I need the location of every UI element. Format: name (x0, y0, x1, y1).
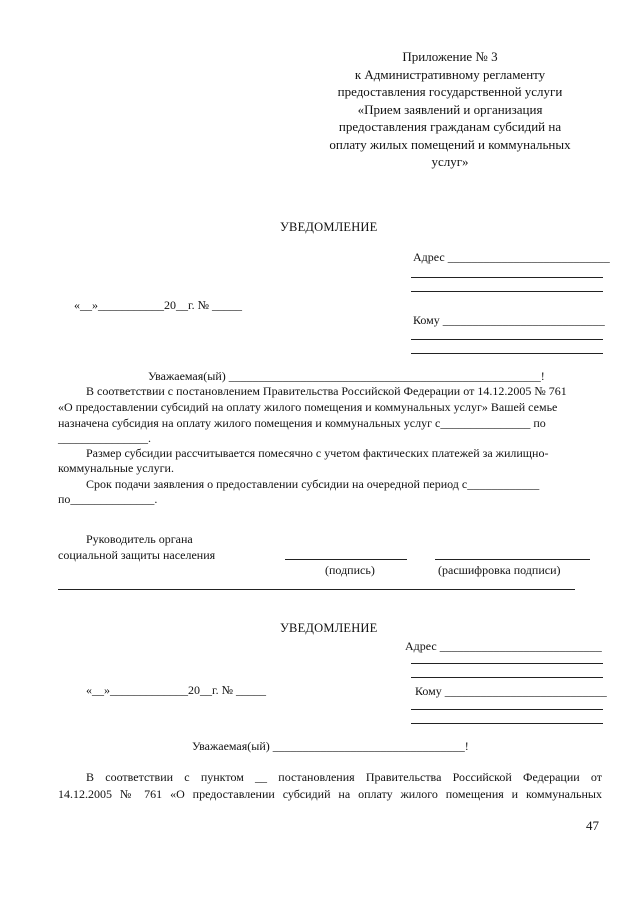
appendix-header (300, 48, 600, 171)
notice1-to-field[interactable]: Кому ___________________________ (413, 313, 605, 327)
signature-decode-line[interactable] (435, 559, 590, 560)
notice2-address-line-2[interactable] (411, 663, 603, 664)
notice1-paragraph-line[interactable]: назначена субсидия на оплату жилого помещения и коммунальных услуг с_______________ по (58, 416, 546, 430)
signature-label: (подпись) (325, 563, 375, 577)
notice2-paragraph-line[interactable]: В соответствии с пунктом __ постановления Правительства Российской Федерации от (86, 770, 602, 784)
notice1-paragraph-line[interactable]: _______________. (58, 431, 151, 445)
appendix-line: предоставления гражданам субсидий на (338, 119, 562, 134)
notice2-date-line[interactable]: «__»_____________20__г. № _____ (86, 683, 267, 697)
notice2-to-line-2[interactable] (411, 709, 603, 710)
notice2-to-line-3[interactable] (411, 723, 603, 724)
notice1-date-line[interactable]: «__»___________20__г. № _____ (74, 298, 243, 312)
notice2-address-line-3[interactable] (411, 677, 603, 678)
notice1-title: УВЕДОМЛЕНИЕ (280, 220, 378, 234)
notice2-address-field[interactable]: Адрес ___________________________ (405, 639, 602, 653)
notice2-paragraph-line: 14.12.2005 № 761 «О предоставлении субсидий на оплату жилого помещения и коммунальных (58, 787, 602, 801)
notice1-address-field[interactable]: Адрес ___________________________ (413, 250, 610, 264)
signature-decode-label: (расшифровка подписи) (438, 563, 561, 577)
notice1-paragraph-line: В соответствии с постановлением Правительства Российской Федерации от 14.12.2005 № 761 (86, 384, 567, 398)
notice1-paragraph-line: коммунальные услуги. (58, 461, 174, 475)
notice2-to-field[interactable]: Кому ___________________________ (415, 684, 607, 698)
notice1-to-line-3[interactable] (411, 353, 603, 354)
appendix-line: предоставления государственной услуги (337, 84, 563, 99)
appendix-line: услуг» (431, 154, 469, 169)
notice1-address-line-2[interactable] (411, 277, 603, 278)
page-number: 47 (586, 818, 599, 833)
appendix-line: Приложение № 3 (402, 49, 498, 64)
notice1-to-line-2[interactable] (411, 339, 603, 340)
notice2-title: УВЕДОМЛЕНИЕ (280, 621, 378, 635)
appendix-line: оплату жилых помещений и коммунальных (329, 136, 571, 152)
notice1-paragraph-line[interactable]: Срок подачи заявления о предоставлении субсидии на очередной период с____________ (86, 477, 540, 491)
notice1-paragraph-line: «О предоставлении субсидий на оплату жилого помещения и коммунальных услуг» Вашей семье (58, 400, 558, 414)
appendix-line: «Прием заявлений и организация (357, 101, 543, 117)
appendix-line: к Административному регламенту (354, 66, 546, 82)
notice1-paragraph-line[interactable]: по______________. (58, 492, 158, 506)
notice2-greeting[interactable]: Уважаемая(ый) ________________________________! (192, 739, 469, 753)
signature-line[interactable] (285, 559, 407, 560)
notice1-greeting[interactable]: Уважаемая(ый) ____________________________________________________! (148, 369, 545, 383)
head-title-line: Руководитель органа (86, 532, 193, 546)
notice1-address-line-3[interactable] (411, 291, 603, 292)
notice1-paragraph-line: Размер субсидии рассчитывается помесячно с учетом фактических платежей за жилищно- (86, 446, 549, 460)
head-title-line: социальной защиты населения (58, 548, 216, 562)
cut-line (58, 589, 575, 590)
